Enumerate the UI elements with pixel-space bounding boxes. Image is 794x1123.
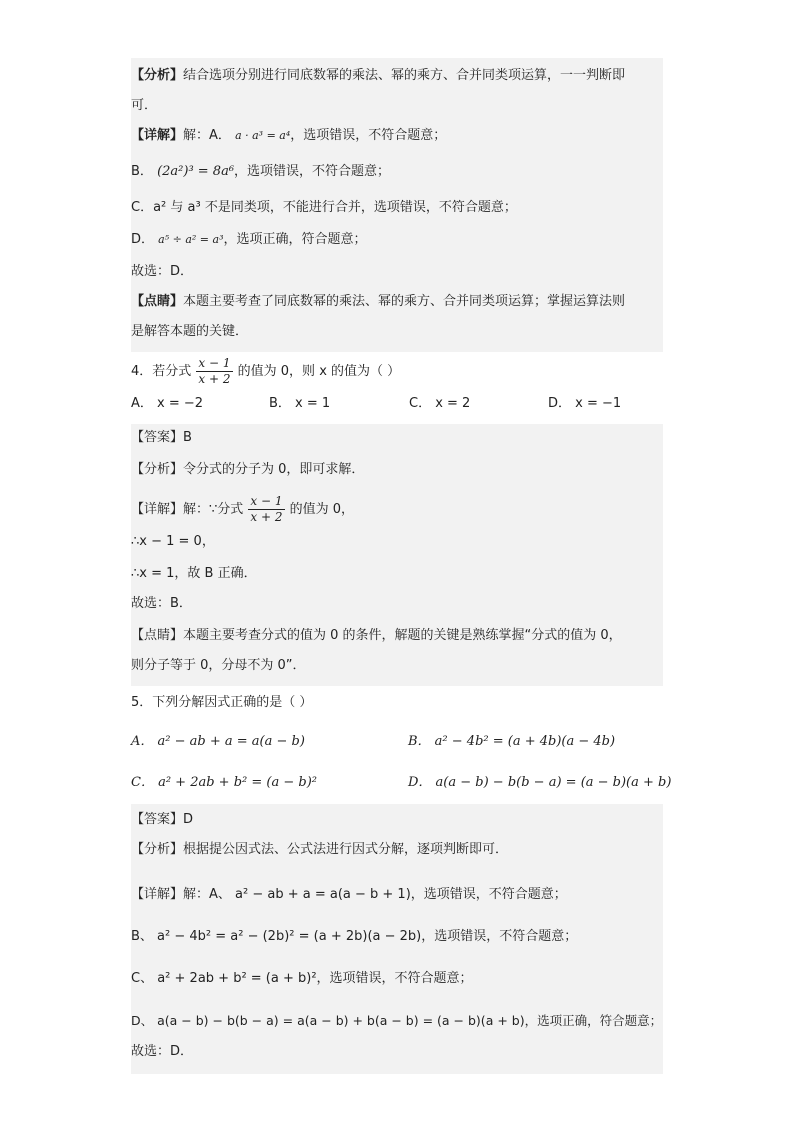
q3-analysis-line-2: 可． bbox=[131, 98, 158, 113]
q3-detail-a-math: a · a³ = a⁴ bbox=[235, 129, 291, 142]
q3-detail-b-math: (2a²)³ = 8a⁶ bbox=[157, 164, 235, 179]
q3-analysis-line-1: 【分析】结合选项分别进行同底数幂的乘法、幂的乘方、合并同类项运算，一一判断即 bbox=[131, 68, 626, 83]
q3-comment-line-1: 【点睛】本题主要考查了同底数幂的乘法、幂的乘方、合并同类项运算；掌握运算法则 bbox=[131, 294, 626, 309]
q3-detail-d-math: a⁵ ÷ a² = a³ bbox=[158, 233, 224, 246]
q4-option-d: D． x = −1 bbox=[548, 396, 622, 411]
q5-detail-d: D、 a(a − b) − b(b − a) = a(a − b) + b(a − b) = (a − b)(a + b)，选项正确，符合题意； bbox=[131, 1013, 663, 1028]
q4-step-1: ∴x − 1 = 0， bbox=[131, 534, 215, 549]
q5-options-row-2 bbox=[131, 762, 672, 804]
q5-option-a: A． a² − ab + a = a(a − b) bbox=[131, 734, 305, 749]
q5-choose: 故选：D． bbox=[131, 1044, 194, 1059]
q3-solution-block bbox=[131, 58, 663, 352]
q5-detail-b: B、 a² − 4b² = a² − (2b)² = (a + 2b)(a − 2b)，选项错误，不符合题意； bbox=[131, 929, 578, 944]
q5-option-c: C． a² + 2ab + b² = (a − b)² bbox=[131, 775, 317, 790]
q4-detail-fraction: $\frac{x - 1}{x + 2}$ bbox=[250, 494, 283, 524]
q3-detail-tag: 【详解】 bbox=[131, 128, 184, 143]
q3-comment-tag: 【点睛】 bbox=[131, 294, 184, 309]
q4-options bbox=[131, 394, 663, 424]
q5-stem: 5．下列分解因式正确的是（ ） bbox=[131, 695, 313, 710]
q4-option-a: A． x = −2 bbox=[131, 396, 204, 411]
q4-comment-line-1: 【点睛】本题主要考查分式的值为 0 的条件，解题的关键是熟练掌握“分式的值为 0， bbox=[131, 628, 622, 643]
q3-detail-c: C．a² 与 a³ 不是同类项，不能进行合并，选项错误，不符合题意； bbox=[131, 200, 517, 215]
q5-options-row-1 bbox=[131, 722, 663, 762]
q4-comment-line-2: 则分子等于 0，分母不为 0”． bbox=[131, 658, 306, 673]
q4-detail: 【详解】解：∵分式 $\frac{x - 1}{x + 2}$ 的值为 0， bbox=[131, 494, 355, 524]
q5-detail-c: C、 a² + 2ab + b² = (a + b)²，选项错误，不符合题意； bbox=[131, 971, 473, 986]
q5-detail-a: 【详解】解：A、 a² − ab + a = a(a − b + 1)，选项错误，不符合题意； bbox=[131, 887, 567, 902]
q4-option-c: C． x = 2 bbox=[409, 396, 471, 411]
q3-analysis-tag: 【分析】 bbox=[131, 68, 184, 83]
q4-stem: 4．若分式 $\frac{x - 1}{x + 2}$ 的值为 0，则 x 的值为（ ） bbox=[131, 356, 401, 386]
q4-analysis: 【分析】令分式的分子为 0，即可求解． bbox=[131, 462, 365, 477]
q5-analysis: 【分析】根据提公因式法、公式法进行因式分解，逐项判断即可． bbox=[131, 842, 509, 857]
q5-option-b: B． a² − 4b² = (a + 4b)(a − 4b) bbox=[408, 734, 616, 749]
document-page bbox=[131, 58, 672, 1074]
q4-step-2: ∴x = 1，故 B 正确． bbox=[131, 566, 257, 581]
q4-fraction: $\frac{x - 1}{x + 2}$ bbox=[198, 356, 231, 386]
q5-option-d: D． a(a − b) − b(b − a) = (a − b)(a + b) bbox=[408, 775, 672, 790]
q4-option-b: B． x = 1 bbox=[269, 396, 331, 411]
q5-solution-block bbox=[131, 804, 663, 1074]
q3-comment-line-2: 是解答本题的关键． bbox=[131, 324, 249, 339]
q3-choose: 故选：D． bbox=[131, 264, 194, 279]
q4-choose: 故选：B． bbox=[131, 596, 192, 611]
q4-answer: 【答案】B bbox=[131, 430, 192, 445]
q5-answer: 【答案】D bbox=[131, 812, 194, 827]
q3-detail-d: D． a⁵ ÷ a² = a³，选项正确，符合题意； bbox=[131, 232, 367, 247]
q4-solution-block bbox=[131, 424, 663, 686]
q3-detail-a: 【详解】解：A． a · a³ = a⁴，选项错误，不符合题意； bbox=[131, 128, 447, 143]
q3-detail-b: B． (2a²)³ = 8a⁶，选项错误，不符合题意； bbox=[131, 164, 391, 179]
q3-detail-c-text: a² 与 a³ 不是同类项，不能进行合并，选项错误，不符合题意； bbox=[153, 200, 517, 215]
